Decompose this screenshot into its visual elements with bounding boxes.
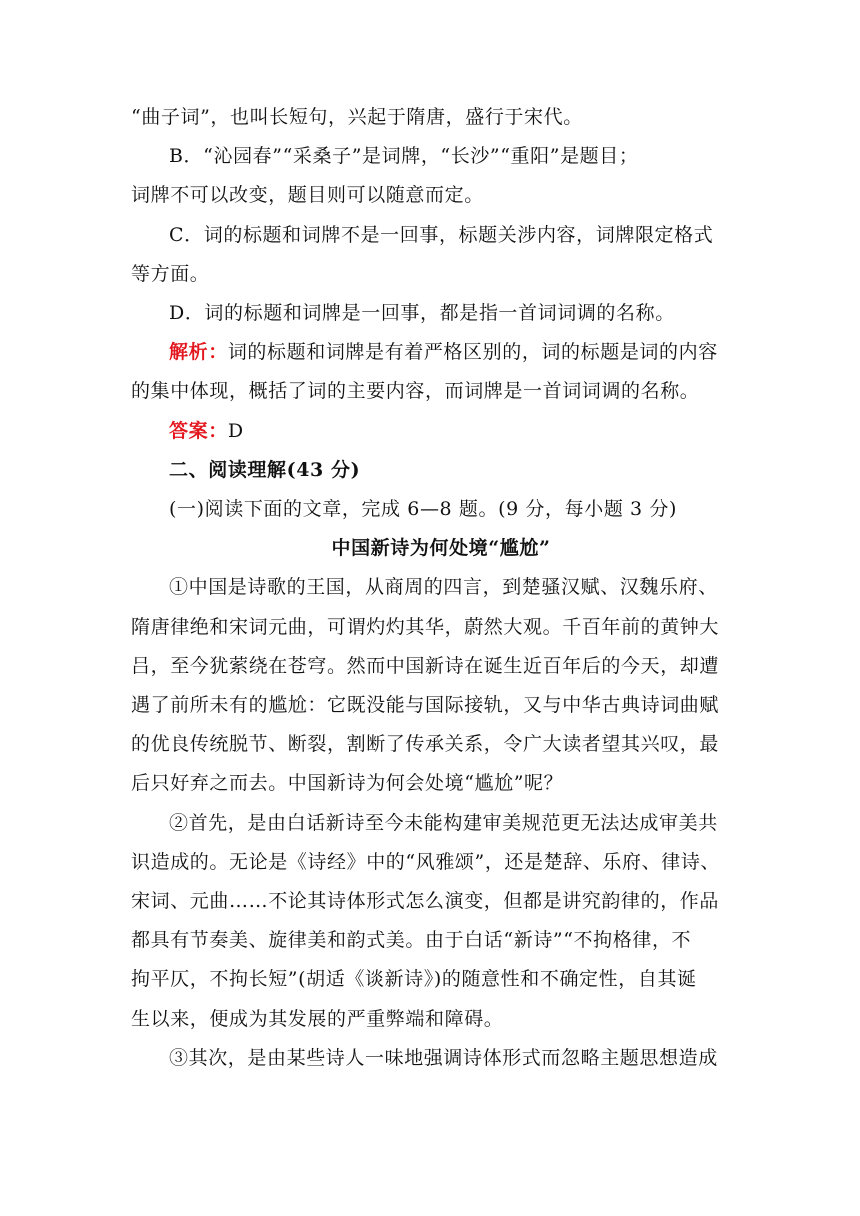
paragraph-1-line: 吕，至今犹萦绕在苍穹。然而中国新诗在诞生近百年后的今天，却遭 — [131, 654, 720, 677]
paragraph-1-line: 遇了前所未有的尴尬：它既没能与国际接轨，又与中华古典诗词曲赋 — [131, 694, 720, 717]
text-line: “曲子词”，也叫长短句，兴起于隋唐，盛行于宋代。 — [131, 106, 583, 128]
paragraph-2-line: 都具有节奏美、旋律美和韵式美。由于白话“新诗”“不拘格律，不 — [131, 929, 692, 952]
paragraph-1-line: 的优良传统脱节、断裂，割断了传承关系，令广大读者望其兴叹，最 — [131, 733, 720, 756]
answer-value: D — [227, 419, 244, 442]
section-heading: 二、阅读理解(43 分) — [169, 458, 361, 481]
analysis-label: 解析： — [169, 341, 228, 364]
option-d-line: D．词的标题和词牌是一回事，都是指一首词词调的名称。 — [169, 302, 675, 325]
document-page — [131, 98, 731, 1078]
analysis-continuation: 的集中体现，概括了词的主要内容，而词牌是一首词词调的名称。 — [131, 380, 700, 403]
section-instructions: (一)阅读下面的文章，完成 6—8 题。(9 分，每小题 3 分) — [169, 498, 678, 521]
paragraph-3-line: ③其次，是由某些诗人一味地强调诗体形式而忽略主题思想造成 — [169, 1046, 718, 1069]
paragraph-2-line: 识造成的。无论是《诗经》中的“风雅颂”，还是楚辞、乐府、律诗、 — [131, 850, 721, 873]
paragraph-2-line: 拘平仄，不拘长短”(胡适《谈新诗》)的随意性和不确定性，自其诞 — [131, 968, 697, 991]
answer-label: 答案： — [169, 419, 228, 442]
paragraph-1-line: 后只好弃之而去。中国新诗为何会处境“尴尬”呢？ — [131, 772, 564, 795]
article-title: 中国新诗为何处境“尴尬” — [331, 537, 551, 560]
paragraph-2-line: 生以来，便成为其发展的严重弊端和障碍。 — [131, 1007, 504, 1030]
analysis-text: 词的标题和词牌是有着严格区别的，词的标题是词的内容 — [227, 341, 718, 364]
paragraph-2-line: 宋词、元曲……不论其诗体形式怎么演变，但都是讲究韵律的，作品 — [131, 890, 720, 913]
option-c-continuation: 等方面。 — [131, 262, 210, 285]
option-b-line: B．“沁园春”“采桑子”是词牌，“长沙”“重阳”是题目； — [169, 145, 639, 168]
paragraph-1-line: 隋唐律绝和宋词元曲，可谓灼灼其华，蔚然大观。千百年前的黄钟大 — [131, 615, 720, 638]
paragraph-1-line: ①中国是诗歌的王国，从商周的四言，到楚骚汉赋、汉魏乐府、 — [169, 576, 718, 599]
answer-line — [131, 412, 731, 451]
analysis-line — [131, 333, 731, 372]
paragraph-2-line: ②首先，是由白话新诗至今未能构建审美规范更无法达成审美共 — [169, 811, 718, 834]
option-b-continuation: 词牌不可以改变，题目则可以随意而定。 — [131, 184, 484, 207]
option-c-line: C．词的标题和词牌不是一回事，标题关涉内容，词牌限定格式 — [169, 223, 714, 246]
